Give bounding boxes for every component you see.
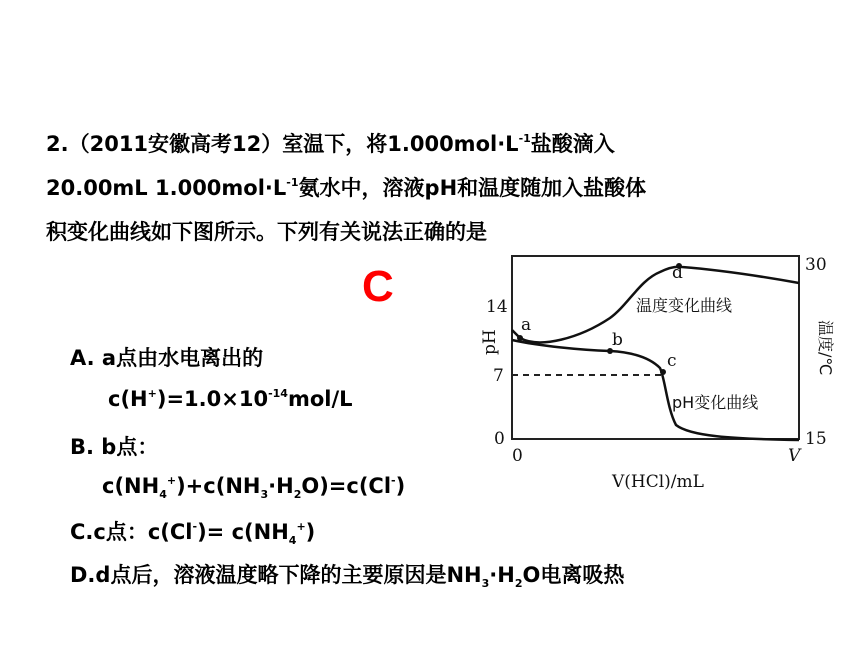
option-c: C.c点：$c(Cl^-)= c(NH_4^+)$ (70, 520, 316, 547)
y-right-tick-15: 15 (805, 429, 827, 449)
ph-curve-label: pH变化曲线 (672, 393, 759, 412)
y-left-axis-label: pH (480, 329, 500, 355)
ph-curve (512, 340, 799, 440)
option-d: D.d点后，溶液温度略下降的主要原因是$NH_3\cdot H_2O$电离吸热 (70, 563, 625, 590)
x-axis-label: V(HCl)/mL (612, 472, 704, 492)
x-tick-v: V (788, 446, 801, 466)
option-b-line-1: B. b点： (70, 435, 159, 459)
question-line-1: 2.（2011安徽高考12）室温下，将$1.000mol\cdot L^{-1}$盐酸滴入 (46, 132, 615, 156)
y-right-axis-label: 温度/℃ (816, 320, 835, 376)
point-label-b: b (612, 330, 623, 350)
point-c (660, 369, 666, 375)
question-line-2: 20.00mL $1.000mol\cdot L^{-1}$氨水中，溶液pH和温度随加入盐酸体 (46, 176, 647, 200)
x-tick-0: 0 (512, 446, 523, 466)
option-a-line-2: $c(H^+)=1.0\times 10^{-14}mol/L$ (108, 387, 353, 411)
point-label-c: c (667, 351, 677, 371)
y-right-tick-30: 30 (805, 255, 827, 275)
option-b-line-2: $c(NH_4^+)+c(NH_3\cdot H_2O)=c(Cl^-)$ (102, 474, 406, 501)
answer-label: C (362, 262, 394, 311)
y-left-tick-14: 14 (486, 297, 508, 317)
point-label-d: d (672, 263, 683, 283)
point-a (517, 335, 523, 341)
y-left-tick-7: 7 (493, 366, 504, 386)
option-a-line-1: A. a点由水电离出的 (70, 346, 264, 370)
y-left-tick-0: 0 (494, 429, 505, 449)
question-line-3: 积变化曲线如下图所示。下列有关说法正确的是 (46, 220, 487, 244)
temperature-curve-label: 温度变化曲线 (636, 296, 733, 315)
point-label-a: a (521, 315, 532, 335)
